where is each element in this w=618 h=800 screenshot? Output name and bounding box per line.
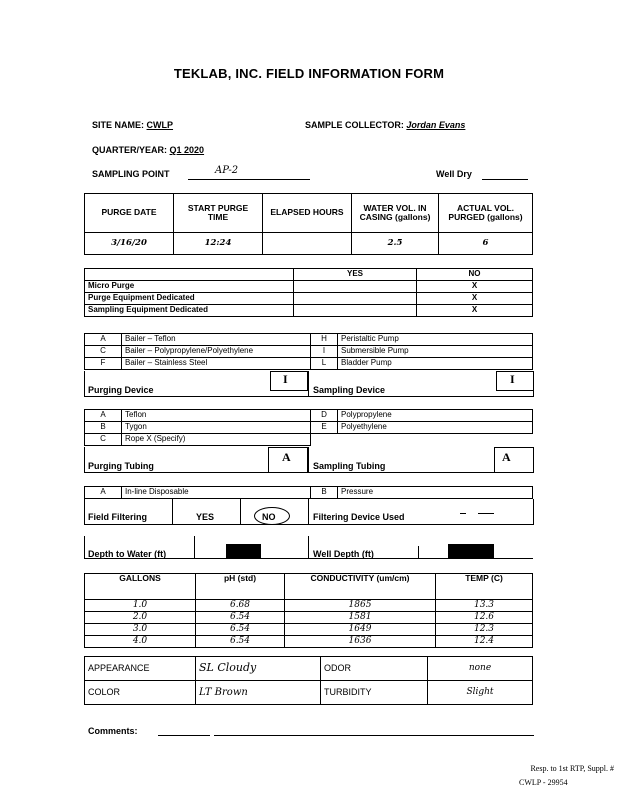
device-code: I [311,346,338,358]
comments-line [158,735,210,736]
tubing-code: B [85,422,122,434]
conductivity-cell: 1865 [285,600,436,612]
filtering-yes: YES [196,512,215,522]
turbidity-value: Slight [428,681,533,705]
filtering-no: NO [262,512,276,522]
sampling-device-label: Sampling Device [313,385,386,395]
yes-header: YES [294,269,417,281]
appearance-table [84,656,533,705]
temp-cell: 12.3 [436,624,533,636]
device-code: L [311,358,338,370]
tubing-code: C [85,434,122,446]
conductivity-cell: 1649 [285,624,436,636]
filter-option-b-code: B [311,487,338,499]
odor-value: none [428,657,533,681]
tubing-code: E [311,422,338,434]
footer-response: Resp. to 1st RTP, Suppl. # [530,764,614,773]
elapsed-hours-value [263,233,352,255]
purge-equipment-label: Purge Equipment Dedicated [85,293,294,305]
well-dry-line [482,179,528,180]
purge-date-value: 3/16/20 [85,233,174,255]
sampling-device-box [496,371,534,391]
ph-cell: 6.54 [196,612,285,624]
tubing-name: Tygon [122,422,311,434]
color-label: COLOR [85,681,196,705]
device-name: Peristaltic Pump [338,334,533,346]
purging-device-box [270,371,308,391]
gallons-cell: 1.0 [85,600,196,612]
filter-option-a-code: A [85,487,122,499]
start-purge-header: START PURGE TIME [174,194,263,233]
device-code: H [311,334,338,346]
tubing-code: D [311,410,338,422]
purging-tubing-label: Purging Tubing [88,461,154,471]
comments-line [214,735,534,736]
purging-device-label: Purging Device [88,385,154,395]
well-depth-label: Well Depth (ft) [313,549,374,559]
purge-equipment-no: X [417,293,533,305]
sampling-point-value: AP-2 [215,165,239,176]
gallons-cell: 4.0 [85,636,196,648]
sample-collector-value: Jordan Evans [406,120,466,130]
device-name: Submersible Pump [338,346,533,358]
device-code: C [85,346,122,358]
conductivity-cell: 1581 [285,612,436,624]
sample-collector-field [305,120,465,130]
turbidity-label: TURBIDITY [321,681,428,705]
sampling-equipment-yes [294,305,417,317]
well-dry-label: Well Dry [436,169,472,179]
conductivity-header: CONDUCTIVITY (um/cm) [285,574,436,600]
device-name: Bailer – Stainless Steel [122,358,311,370]
depth-to-water-label: Depth to Water (ft) [88,549,167,559]
elapsed-hours-header: ELAPSED HOURS [263,194,352,233]
micro-purge-no: X [417,281,533,293]
filter-option-a: In-line Disposable [122,487,311,499]
color-value: LT Brown [196,681,321,705]
gallons-cell: 2.0 [85,612,196,624]
no-header: NO [417,269,533,281]
site-name-value: CWLP [146,120,174,130]
purge-equipment-yes [294,293,417,305]
tubing-name: Teflon [122,410,311,422]
tubing-options-table [84,409,533,446]
appearance-label: APPEARANCE [85,657,196,681]
sampling-point-label: SAMPLING POINT [92,169,170,179]
form-title: TEKLAB, INC. FIELD INFORMATION FORM [173,66,445,81]
tubing-name: Polyethylene [338,422,533,434]
sample-collector-label: SAMPLE COLLECTOR: [305,120,404,130]
odor-label: ODOR [321,657,428,681]
temp-header: TEMP (C) [436,574,533,600]
actual-vol-header: ACTUAL VOL. PURGED (gallons) [439,194,533,233]
footer-bates: CWLP - 29954 [519,778,568,787]
comments-label: Comments: [88,726,138,736]
device-code: F [85,358,122,370]
sampling-equipment-label: Sampling Equipment Dedicated [85,305,294,317]
tubing-name: Rope X (Specify) [122,434,311,446]
gallons-cell: 3.0 [85,624,196,636]
temp-cell: 13.3 [436,600,533,612]
device-name: Bailer – Teflon [122,334,311,346]
tubing-name: Polypropylene [338,410,533,422]
water-vol-value: 2.5 [352,233,439,255]
appearance-value: SL Cloudy [196,657,321,681]
actual-vol-value: 6 [439,233,533,255]
quarter-year-field [92,145,204,155]
temp-cell: 12.4 [436,636,533,648]
device-name: Bailer – Polypropylene/Polyethylene [122,346,311,358]
ph-cell: 6.54 [196,624,285,636]
purge-date-header: PURGE DATE [85,194,174,233]
well-depth-redacted [448,544,494,558]
readings-table [84,573,533,648]
sampling-tubing-label: Sampling Tubing [313,461,386,471]
device-options-table [84,333,533,370]
sampling-point-line [188,179,310,180]
filtering-row [84,499,534,525]
site-name-label: SITE NAME: [92,120,145,130]
filter-option-b: Pressure [338,487,533,499]
ph-header: pH (std) [196,574,285,600]
sampling-device-value: I [510,372,515,386]
purging-device-value: I [283,372,288,386]
device-code: A [85,334,122,346]
quarter-year-label: QUARTER/YEAR: [92,145,168,155]
sampling-tubing-value: A [502,450,511,464]
start-purge-value: 12:24 [174,233,263,255]
purging-tubing-value: A [282,450,291,464]
filtering-device-label: Filtering Device Used [313,512,405,522]
ph-cell: 6.68 [196,600,285,612]
ph-cell: 6.54 [196,636,285,648]
temp-cell: 12.6 [436,612,533,624]
purge-table [84,193,533,255]
depth-to-water-redacted [226,544,261,558]
filtering-options-table [84,486,533,499]
sampling-equipment-no: X [417,305,533,317]
device-name: Bladder Pump [338,358,533,370]
yes-no-table [84,268,533,317]
quarter-year-value: Q1 2020 [169,145,205,155]
tubing-code: A [85,410,122,422]
site-name-field [92,120,173,130]
micro-purge-yes [294,281,417,293]
water-vol-header: WATER VOL. IN CASING (gallons) [352,194,439,233]
gallons-header: GALLONS [85,574,196,600]
micro-purge-label: Micro Purge [85,281,294,293]
conductivity-cell: 1636 [285,636,436,648]
sampling-tubing-box [494,447,534,473]
field-filtering-label: Field Filtering [88,512,148,522]
